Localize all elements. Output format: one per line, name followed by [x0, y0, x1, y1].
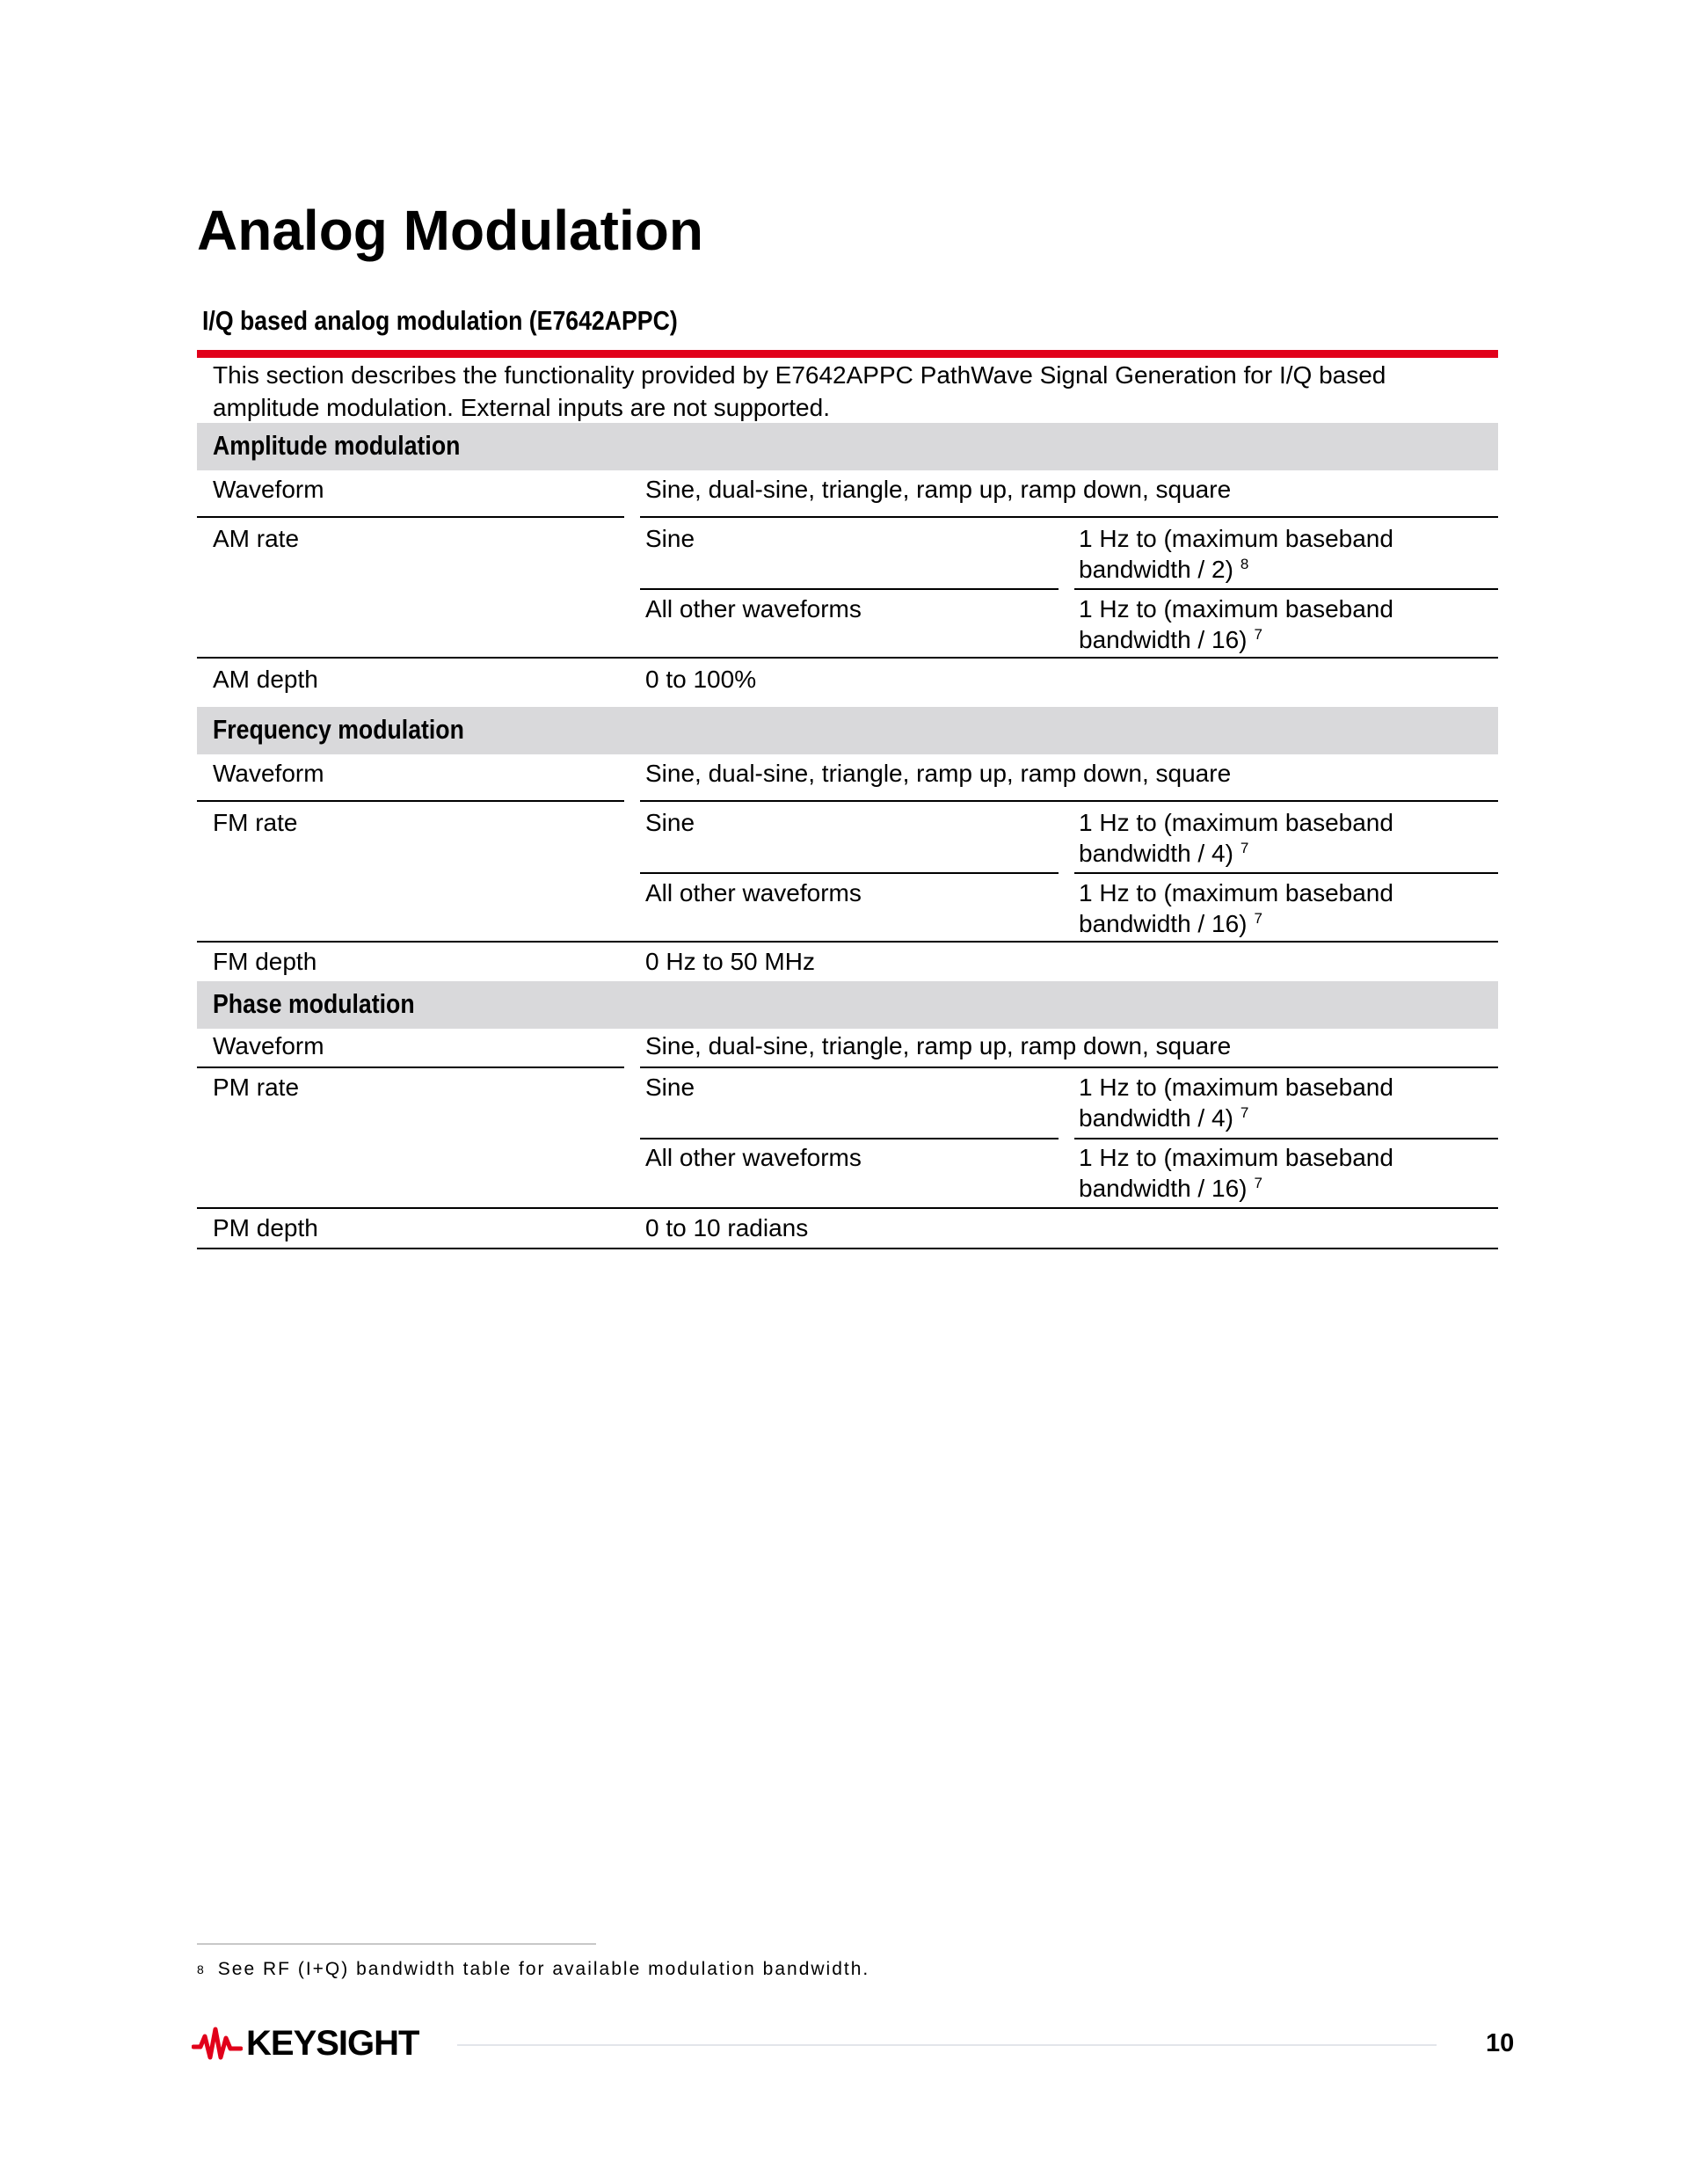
group-header-label: Phase modulation	[213, 988, 415, 1019]
row-value: Sine, dual-sine, triangle, ramp up, ramp down, square	[645, 476, 1232, 503]
row-label: FM depth	[213, 948, 317, 975]
group-header-label: Amplitude modulation	[213, 430, 461, 461]
table-row	[197, 943, 1498, 981]
sub-row-label: Sine	[645, 1074, 695, 1101]
spec-table	[197, 358, 1498, 1249]
row-label: AM depth	[213, 666, 318, 693]
row-value: Sine, dual-sine, triangle, ramp up, ramp down, square	[645, 760, 1232, 787]
table-row	[197, 1068, 1498, 1209]
group-header-label: Frequency modulation	[213, 714, 464, 745]
intro-text	[197, 358, 1498, 423]
table-row	[197, 518, 1498, 659]
sub-row-value: 1 Hz to (maximum baseband bandwidth / 2) $^8$	[1079, 525, 1393, 583]
footnote-ref: 7	[1254, 1175, 1262, 1191]
intro-line: This section describes the functionality provided by E7642APPC PathWave Signal Generation for I/Q based	[213, 361, 1386, 389]
row-label: PM depth	[213, 1214, 318, 1241]
sub-row-value: 1 Hz to (maximum baseband bandwidth / 16) $^7$	[1079, 595, 1393, 653]
footnote-mark: 8	[197, 1962, 206, 1977]
row-value: 0 to 10 radians	[645, 1214, 809, 1241]
section-divider	[197, 350, 1498, 358]
table-row	[197, 754, 1498, 802]
row-label: Waveform	[213, 476, 324, 503]
logo-text: KEYSIGHT	[246, 2023, 419, 2063]
sub-row-value: 1 Hz to (maximum baseband bandwidth / 16) $^7$	[1079, 1144, 1393, 1202]
sub-row-value: 1 Hz to (maximum baseband bandwidth / 16) $^7$	[1079, 879, 1393, 937]
footnote-ref: 8	[1240, 556, 1249, 572]
table-row	[197, 470, 1498, 518]
sub-row-label: All other waveforms	[645, 879, 862, 906]
table-row	[197, 659, 1498, 707]
sub-row-label: All other waveforms	[645, 1144, 862, 1171]
group-header-frequency	[197, 707, 1498, 754]
row-label: AM rate	[213, 525, 300, 552]
page-title: Analog Modulation	[197, 199, 703, 262]
row-value: 0 Hz to 50 MHz	[645, 948, 815, 975]
footnote-ref: 7	[1240, 840, 1249, 856]
page-number: 10	[1486, 2029, 1515, 2057]
section-title: I/Q based analog modulation (E7642APPC)	[202, 305, 678, 336]
keysight-wave-icon	[192, 2024, 243, 2063]
row-label: Waveform	[213, 760, 324, 787]
footnote-ref: 7	[1254, 626, 1262, 643]
footnote	[197, 1957, 869, 1982]
row-label: Waveform	[213, 1032, 324, 1059]
footnote-divider	[197, 1943, 596, 1945]
sub-row-value: 1 Hz to (maximum baseband bandwidth / 4) $^7$	[1079, 809, 1393, 867]
table-row	[197, 1209, 1498, 1249]
intro-line: amplitude modulation. External inputs are not supported.	[213, 394, 830, 421]
footnote-ref: 7	[1240, 1104, 1249, 1121]
group-header-phase	[197, 981, 1498, 1029]
row-value: Sine, dual-sine, triangle, ramp up, ramp down, square	[645, 1032, 1232, 1059]
sub-row-label: Sine	[645, 525, 695, 552]
table-row	[197, 802, 1498, 943]
table-row	[197, 1029, 1498, 1068]
group-header-amplitude	[197, 423, 1498, 470]
footer-divider	[457, 2044, 1437, 2046]
row-value: 0 to 100%	[645, 666, 757, 693]
footnote-text: See RF (I+Q) bandwidth table for available modulation bandwidth.	[217, 1959, 870, 1979]
keysight-logo	[192, 2024, 418, 2063]
row-label: PM rate	[213, 1074, 300, 1101]
sub-row-label: Sine	[645, 809, 695, 836]
footnote-ref: 7	[1254, 910, 1262, 927]
sub-row-label: All other waveforms	[645, 595, 862, 622]
row-label: FM rate	[213, 809, 298, 836]
sub-row-value: 1 Hz to (maximum baseband bandwidth / 4) $^7$	[1079, 1074, 1393, 1132]
